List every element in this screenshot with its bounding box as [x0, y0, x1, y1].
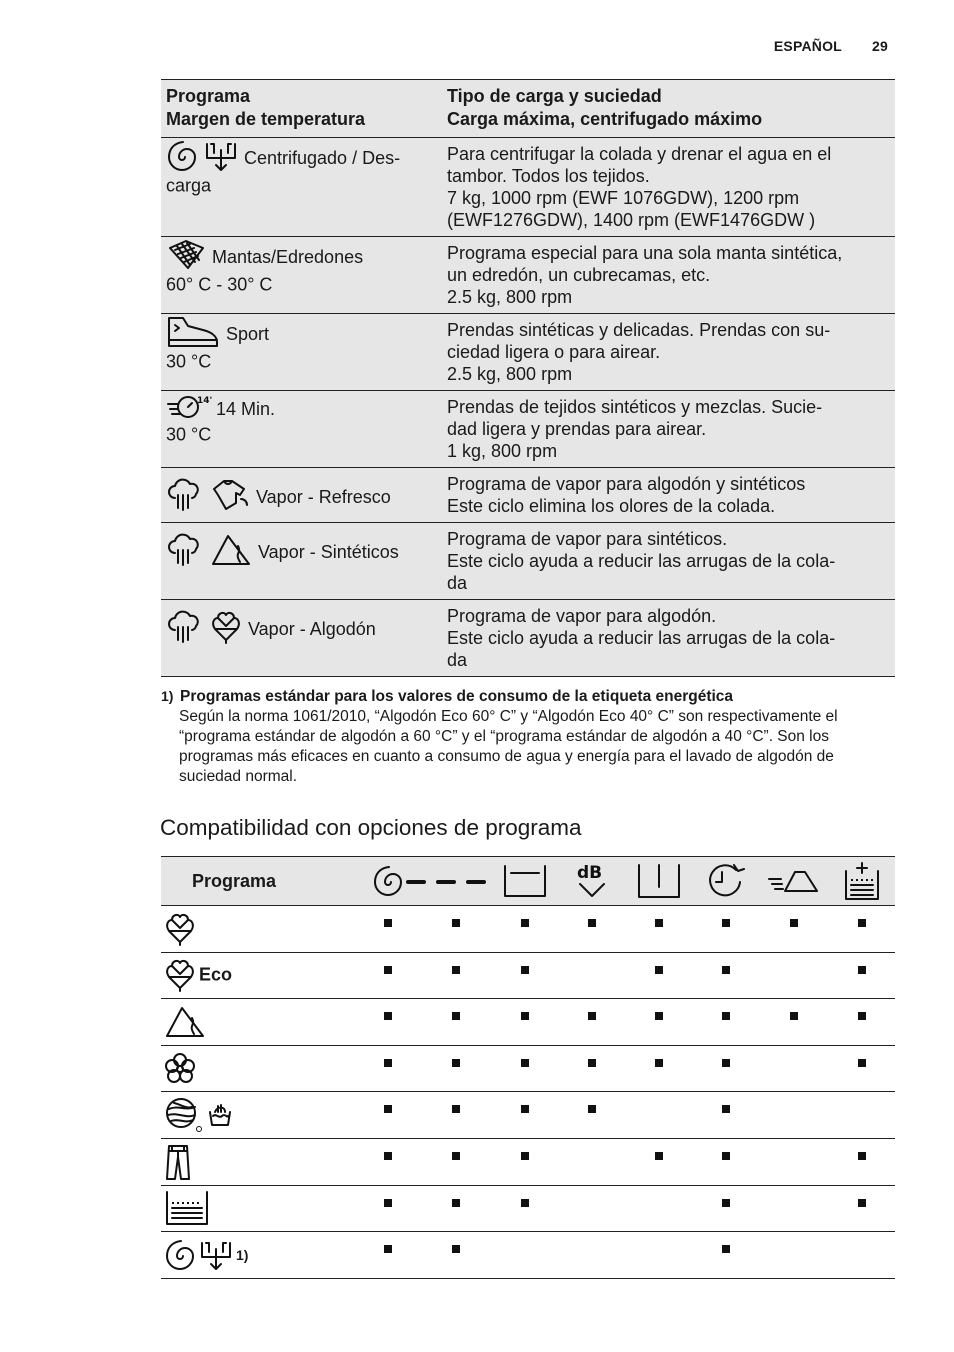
drain-icon	[204, 139, 238, 173]
option-cell	[559, 906, 625, 953]
compatible-mark	[790, 919, 798, 927]
compatible-mark	[452, 1059, 460, 1067]
option-cell	[422, 1185, 491, 1232]
column-header-load: Tipo de carga y suciedad Carga máxima, centrifugado máximo	[447, 86, 763, 129]
program-label: Eco	[199, 964, 233, 985]
footnote	[161, 687, 881, 787]
option-cell	[760, 999, 828, 1046]
column-header-program: Programa Margen de temperatura	[166, 86, 366, 129]
compatibility-table	[161, 856, 895, 1279]
option-cell	[355, 1092, 421, 1139]
rinse-hold-icon	[502, 863, 548, 899]
option-cell	[355, 1045, 421, 1092]
compatible-mark	[452, 1199, 460, 1207]
table-row	[161, 1092, 895, 1139]
compatible-mark	[452, 1012, 460, 1020]
synthetics-icon	[164, 1004, 206, 1040]
program-table	[161, 79, 895, 677]
program-name: Mantas/Edredones 60° C - 30° C	[166, 247, 364, 295]
option-cell	[828, 1045, 895, 1092]
option-cell	[491, 1185, 559, 1232]
option-cell	[559, 1185, 625, 1232]
compatible-mark	[384, 1245, 392, 1253]
footnote-text: Según la norma 1061/2010, “Algodón Eco 60° C” y “Algodón Eco 40° C” son respectivamente el “programa estándar de algodón a 60 °C” y el “programa estándar de algodón a 40 °C”. Son los programas más eficaces en cuanto a consumo de agua y energía para el lavado de algodón de suciedad normal.	[179, 708, 838, 785]
option-cell	[422, 906, 491, 953]
option-cell	[355, 1232, 421, 1279]
compatible-mark	[521, 966, 529, 974]
option-cell	[828, 1185, 895, 1232]
section-label: ESPAÑOL	[773, 38, 842, 54]
option-cell	[559, 1138, 625, 1185]
program-name: Vapor - Algodón	[248, 619, 376, 639]
program-name: Sport 30 °C	[166, 324, 270, 372]
compatibility-header-row	[161, 857, 895, 906]
shirt-refresh-icon	[210, 477, 250, 513]
option-cell	[422, 1045, 491, 1092]
option-cell	[491, 906, 559, 953]
table-row	[161, 1232, 895, 1279]
option-cell	[491, 1092, 559, 1139]
option-cell	[693, 1185, 760, 1232]
spin-icon	[372, 864, 404, 898]
compatible-mark	[722, 1152, 730, 1160]
svg-text:dB: dB	[576, 863, 602, 883]
compatible-mark	[722, 1105, 730, 1113]
option-cell	[828, 1138, 895, 1185]
compatible-mark	[384, 919, 392, 927]
option-cell	[491, 999, 559, 1046]
option-cell	[355, 1185, 421, 1232]
option-cell	[625, 1092, 693, 1139]
compatible-mark	[722, 1012, 730, 1020]
footnote-marker: 1)	[161, 688, 174, 704]
table-row	[161, 1138, 895, 1185]
cotton-icon	[210, 609, 242, 645]
delicates-icon	[164, 1051, 196, 1087]
rinse-icon	[164, 1189, 210, 1227]
option-cell	[422, 999, 491, 1046]
option-cell	[828, 906, 895, 953]
program-cell	[161, 999, 355, 1046]
program-description: Prendas sintéticas y delicadas. Prendas con su- ciedad ligera o para airear. 2.5 kg, 800 rpm	[447, 320, 831, 384]
option-cell	[355, 999, 421, 1046]
compatible-mark	[452, 919, 460, 927]
night-cycle-icon	[575, 862, 609, 900]
compatible-mark	[722, 1059, 730, 1067]
extra-rinse-icon	[843, 861, 881, 901]
option-cell	[422, 1138, 491, 1185]
page-number: 29	[872, 38, 888, 54]
spin-icon	[166, 139, 198, 173]
steam-icon	[166, 477, 204, 513]
compatible-mark	[384, 1199, 392, 1207]
program-cell	[161, 1092, 355, 1139]
program-description: Programa de vapor para algodón y sintéticos Este ciclo elimina los olores de la colada.	[447, 474, 806, 516]
compatible-mark	[655, 1152, 663, 1160]
footnote-title: Programas estándar para los valores de consumo de la etiqueta energética	[180, 688, 734, 705]
cotton-icon	[164, 911, 196, 947]
option-cell	[559, 1092, 625, 1139]
page-header	[774, 38, 888, 54]
option-cell	[693, 906, 760, 953]
compatible-mark	[384, 1152, 392, 1160]
compatible-mark	[655, 919, 663, 927]
compatible-mark	[384, 1059, 392, 1067]
option-cell	[760, 1092, 828, 1139]
table-row	[161, 1045, 895, 1092]
program-cell	[161, 906, 355, 953]
drain-icon	[199, 1238, 233, 1272]
synthetics-icon	[210, 532, 252, 568]
compatible-mark	[521, 1012, 529, 1020]
option-cell	[559, 1045, 625, 1092]
prewash-icon	[636, 862, 682, 900]
option-cell	[693, 1138, 760, 1185]
table-row	[161, 952, 895, 999]
program-description: Programa de vapor para algodón. Este ciclo ayuda a reducir las arrugas de la cola- da	[447, 606, 836, 670]
option-cell	[693, 952, 760, 999]
option-cell	[355, 952, 421, 999]
option-cell	[760, 952, 828, 999]
cotton-icon	[164, 957, 196, 993]
svg-text:14': 14'	[197, 396, 213, 406]
compatible-mark	[452, 1245, 460, 1253]
option-cell	[760, 906, 828, 953]
table-row	[161, 391, 895, 468]
program-description: Programa especial para una sola manta sintética, un edredón, un cubrecamas, etc. 2.5 kg, 800 rpm	[447, 243, 843, 307]
option-cell	[828, 999, 895, 1046]
compatible-mark	[858, 1152, 866, 1160]
option-cell	[491, 1138, 559, 1185]
sport-shoe-icon	[166, 315, 220, 349]
compatible-mark	[452, 1152, 460, 1160]
option-cell	[422, 1092, 491, 1139]
compatible-mark	[588, 1059, 596, 1067]
option-cell	[491, 1045, 559, 1092]
steam-icon	[166, 532, 204, 568]
program-description: Prendas de tejidos sintéticos y mezclas. Sucie- dad ligera y prendas para airear. 1 kg, 800 rpm	[447, 397, 823, 461]
table-row	[161, 1185, 895, 1232]
option-cell	[625, 999, 693, 1046]
time-save-icon	[706, 862, 746, 900]
option-cell	[355, 1138, 421, 1185]
option-cell	[760, 1232, 828, 1279]
option-cell	[422, 952, 491, 999]
program-cell	[161, 1232, 355, 1279]
section-title: Compatibilidad con opciones de programa	[160, 815, 582, 840]
option-cell	[559, 1232, 625, 1279]
column-header-program: Programa	[192, 870, 277, 891]
spin-icon	[164, 1238, 196, 1272]
compatible-mark	[655, 1059, 663, 1067]
table-row	[161, 999, 895, 1046]
option-cell	[491, 1232, 559, 1279]
compatible-mark	[588, 1105, 596, 1113]
option-cell	[828, 1092, 895, 1139]
option-cell	[828, 1232, 895, 1279]
option-cell	[559, 999, 625, 1046]
program-cell	[161, 952, 355, 999]
compatible-mark	[384, 1012, 392, 1020]
table-row	[161, 314, 895, 391]
compatible-mark	[722, 919, 730, 927]
table-row	[161, 600, 895, 677]
compatible-mark	[858, 1012, 866, 1020]
option-cell	[693, 999, 760, 1046]
program-name: 14 Min. 30 °C	[166, 399, 276, 445]
jeans-icon	[164, 1143, 192, 1181]
option-cell	[625, 1232, 693, 1279]
compatible-mark	[521, 1059, 529, 1067]
program-name: Centrifugado / Des- carga	[166, 148, 401, 196]
compatible-mark	[588, 1012, 596, 1020]
table-row	[161, 906, 895, 953]
option-cell	[491, 952, 559, 999]
compatible-mark	[858, 1199, 866, 1207]
option-cell	[625, 1138, 693, 1185]
program-description: Para centrifugar la colada y drenar el agua en el tambor. Todos los tejidos. 7 kg, 1000 rpm (EWF 1076GDW), 1200 rpm (EWF1276GDW), 1400 rpm (EWF1476GDW )	[447, 144, 832, 230]
program-name: Vapor - Sintéticos	[258, 542, 399, 562]
option-cell	[422, 1232, 491, 1279]
program-cell	[161, 1185, 355, 1232]
compatible-mark	[858, 1059, 866, 1067]
program-description: Programa de vapor para sintéticos. Este ciclo ayuda a reducir las arrugas de la cola- da	[447, 529, 836, 593]
compatible-mark	[521, 1152, 529, 1160]
compatible-mark	[790, 1012, 798, 1020]
program-cell	[161, 1138, 355, 1185]
compatible-mark	[655, 1012, 663, 1020]
duvet-icon	[166, 238, 206, 272]
option-cell	[693, 1232, 760, 1279]
compatible-mark	[858, 919, 866, 927]
program-label: 1)	[236, 1246, 249, 1263]
handwash-icon	[207, 1102, 233, 1128]
compatible-mark	[722, 1199, 730, 1207]
compatible-mark	[588, 919, 596, 927]
compatible-mark	[452, 966, 460, 974]
table-row	[161, 523, 895, 600]
compatible-mark	[521, 919, 529, 927]
wool-icon	[164, 1095, 204, 1135]
program-name: Vapor - Refresco	[256, 487, 391, 507]
compatible-mark	[384, 966, 392, 974]
easy-iron-icon	[767, 867, 821, 895]
table-row	[161, 468, 895, 523]
compatible-mark	[521, 1199, 529, 1207]
option-cell	[693, 1092, 760, 1139]
program-cell	[161, 1045, 355, 1092]
option-cell	[625, 1045, 693, 1092]
compatible-mark	[521, 1105, 529, 1113]
compatible-mark	[722, 966, 730, 974]
option-cell	[828, 952, 895, 999]
option-cell	[625, 906, 693, 953]
option-cell	[559, 952, 625, 999]
no-spin-icon	[404, 876, 488, 888]
steam-icon	[166, 609, 204, 645]
option-cell	[760, 1185, 828, 1232]
table-row	[161, 237, 895, 314]
option-cell	[625, 952, 693, 999]
compatible-mark	[384, 1105, 392, 1113]
program-table-header	[161, 80, 895, 138]
option-cell	[693, 1045, 760, 1092]
compatible-mark	[858, 966, 866, 974]
option-cell	[625, 1185, 693, 1232]
option-cell	[760, 1138, 828, 1185]
compatible-mark	[722, 1245, 730, 1253]
quick-14-icon	[166, 392, 213, 422]
option-cell	[760, 1045, 828, 1092]
compatible-mark	[452, 1105, 460, 1113]
option-cell	[355, 906, 421, 953]
compatible-mark	[655, 966, 663, 974]
table-row	[161, 138, 895, 237]
